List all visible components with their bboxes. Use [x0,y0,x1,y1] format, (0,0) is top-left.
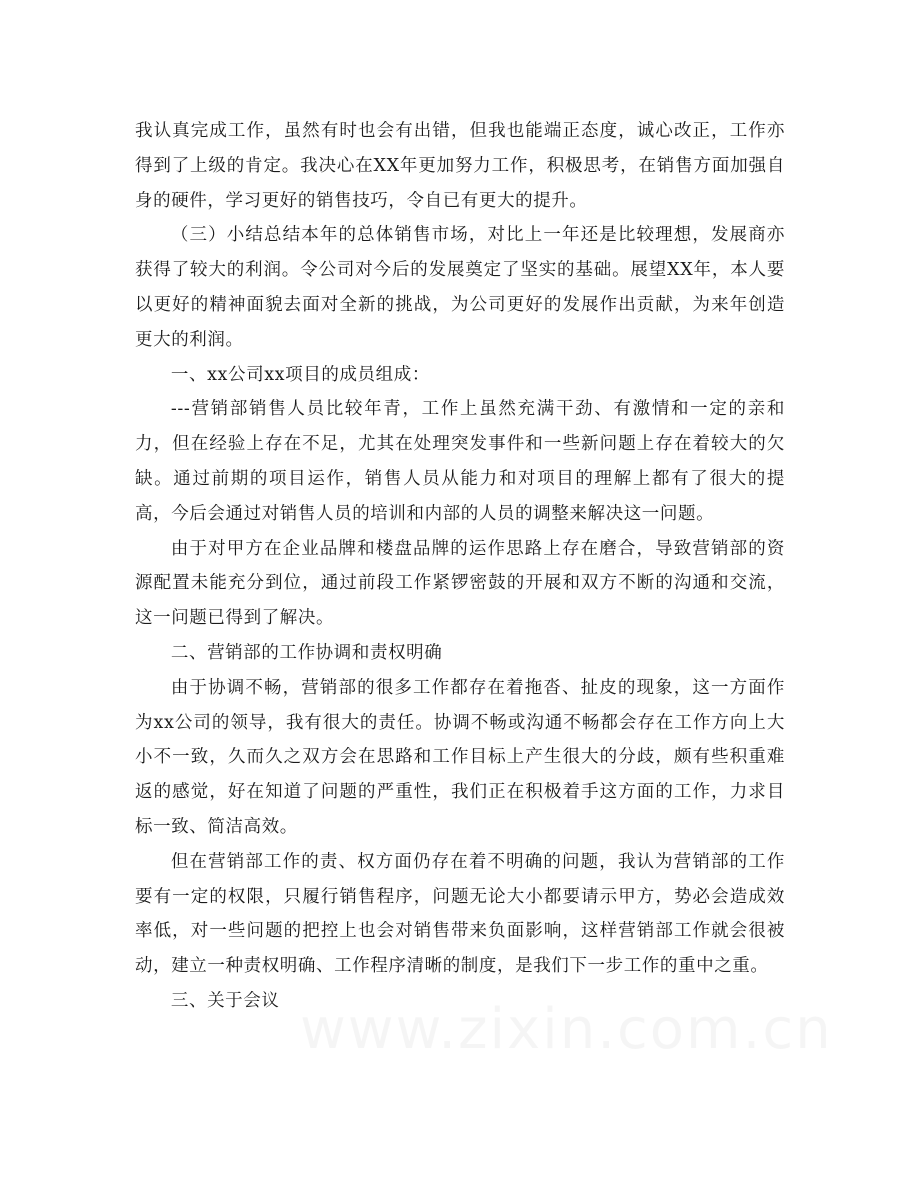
section-heading-3: 三、关于会议 [170,990,280,1011]
section-heading-2: 二、营销部的工作协调和责权明确 [170,642,443,663]
paragraph-1: （三）小结总结本年的总体销售市场，对比上一年还是比较理想，发展商亦获得了较大的利润。令公司对今后的发展奠定了坚实的基础。展望XX年，本人要以更好的精神面貌去面对全新的挑战，为公司更好的发展作出贡献，为来年创造更大的利润。 [135,225,785,350]
paragraph-3: ---营销部销售人员比较年青，工作上虽然充满干劲、有激情和一定的亲和力，但在经验上存在不足，尤其在处理突发事件和一些新问题上存在着较大的欠缺。通过前期的项目运作，销售人员从能力和对项目的理解上都有了很大的提高，今后会通过对销售人员的培训和内部的人员的调整来解决这一问题。 [135,399,785,524]
paragraph-4: 由于对甲方在企业品牌和楼盘品牌的运作思路上存在磨合，导致营销部的资源配置未能充分到位，通过前段工作紧锣密鼓的开展和双方不断的沟通和交流，这一问题已得到了解决。 [135,538,785,629]
paragraph-6: 由于协调不畅，营销部的很多工作都存在着拖沓、扯皮的现象，这一方面作为xx公司的领导，我有很大的责任。协调不畅或沟通不畅都会存在工作方向上大小不一致，久而久之双方会在思路和工作目标上产生很大的分歧，颇有些积重难返的感觉，好在知道了问题的严重性，我们正在积极着手这方面的工作，力求目标一致、简洁高效。 [135,677,785,837]
paragraph-7: 但在营销部工作的责、权方面仍存在着不明确的问题，我认为营销部的工作要有一定的权限，只履行销售程序，问题无论大小都要请示甲方，势必会造成效率低，对一些问题的把控上也会对销售带来负面影响，这样营销部工作就会很被动，建立一种责权明确、工作程序清晰的制度，是我们下一步工作的重中之重。 [135,851,785,977]
paragraph-0: 我认真完成工作，虽然有时也会有出错，但我也能端正态度，诚心改正，工作亦得到了上级的肯定。我决心在XX年更加努力工作，积极思考，在销售方面加强自身的硬件，学习更好的销售技巧，令自已有更大的提升。 [135,121,785,211]
section-heading-1: 一、xx公司xx项目的成员组成： [170,364,430,385]
document-body [135,114,785,1019]
